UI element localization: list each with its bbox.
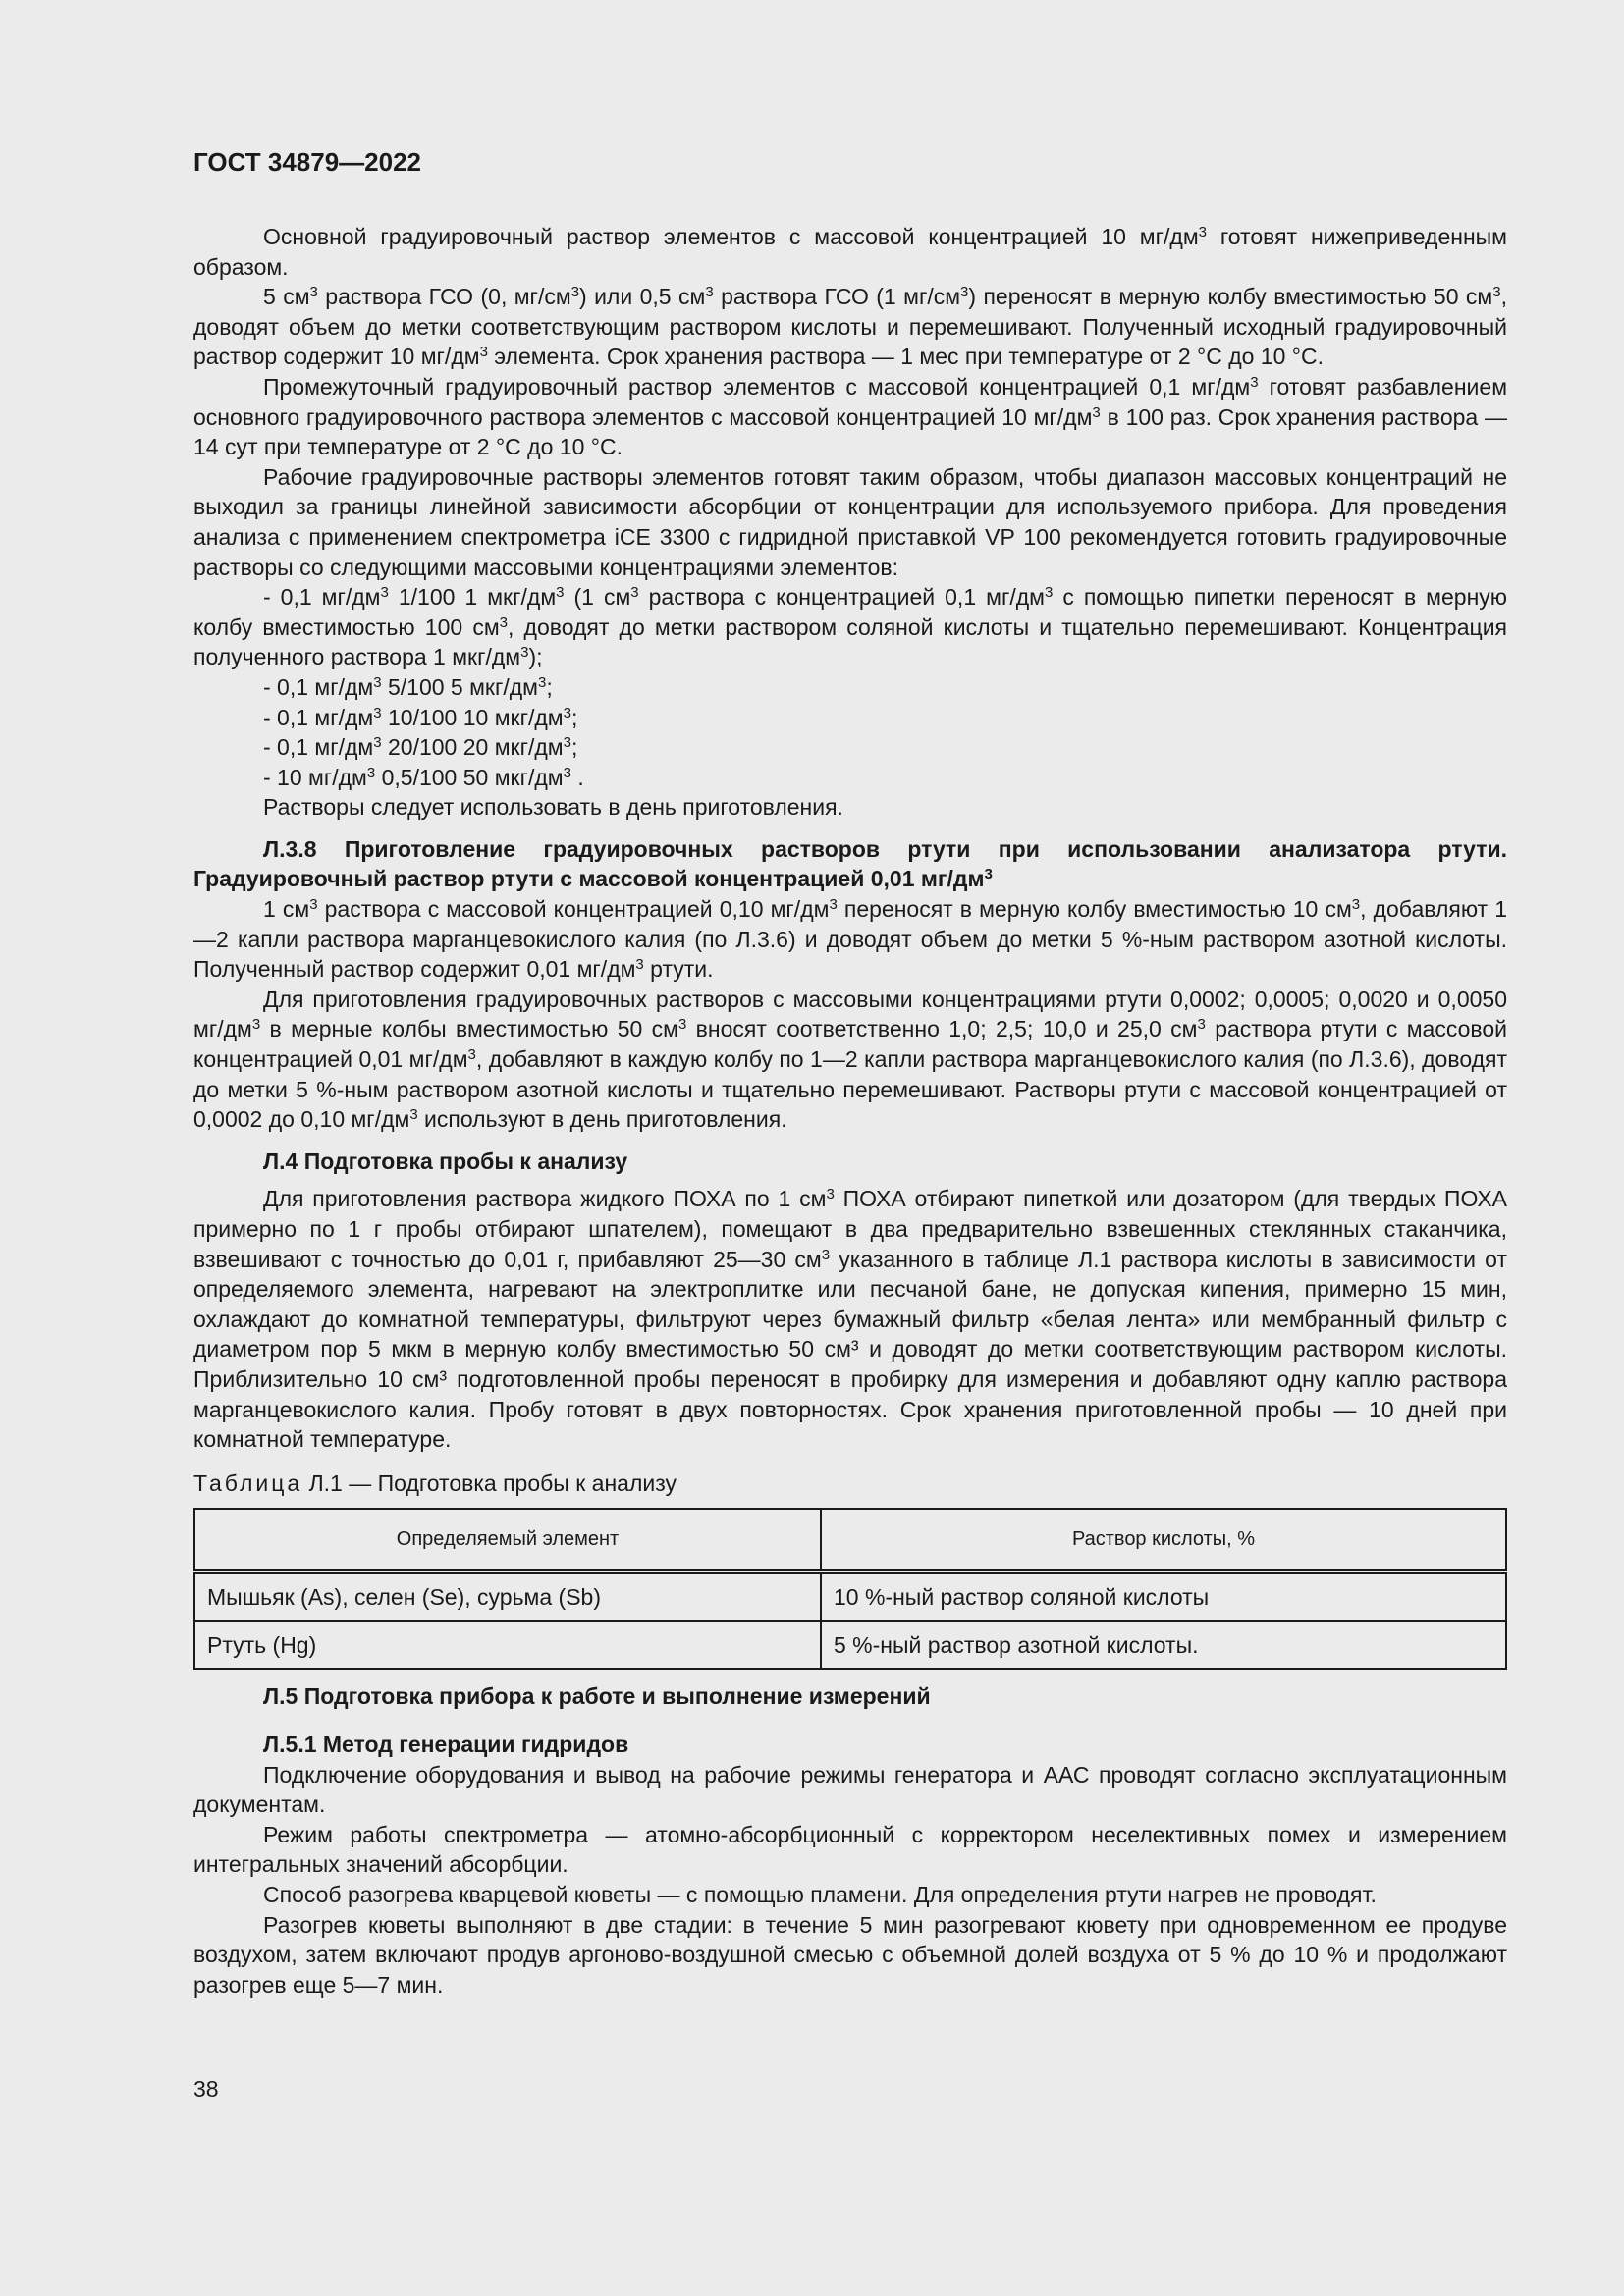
list-item: - 0,1 $мг/дм^3$ 1/100 1 мкг/$дм^3$ (1 $см^3$ раствора с концентрацией 0,1 $мг/дм^3$ с помощью пипетки переносят в мерную колбу вместимостью 100 $см^3$, доводят до метки раствором соляной кислоты и тщательно перемешивают. Концентрация полученного раствора 1 мкг/$дм^3$); — [193, 584, 1508, 670]
paragraph: Разогрев кюветы выполняют в две стадии: в течение 5 мин разогревают кювету при одновременном ее продуве воздухом, затем включают продув аргоново-воздушной смесью с объемной долей воздуха от 5 % до 10 % и продолжают разогрев еще 5—7 мин. — [193, 1911, 1507, 1998]
list-item: - 10 $мг/дм^3$ 0,5/100 50 мкг/$дм^3$ . — [263, 764, 584, 790]
page-number: 38 — [193, 2076, 219, 2102]
column-header: Определяемый элемент — [194, 1509, 821, 1572]
list-item: - 0,1 $мг/дм^3$ 10/100 10 мкг/$дм^3$; — [263, 704, 578, 730]
paragraph: Для приготовления градуировочных растворов с массовыми концентрациями ртути 0,0002; 0,0005; 0,0020 и 0,0050 $мг/дм^3$ в мерные колбы вместимостью 50 $см^3$ вносят соответственно 1,0; 2,5; 10,0 и 25,0 $см^3$ раствора ртути с массовой концентрацией 0,01 $мг/дм^3$, добавляют в каждую колбу по 1—2 капли раствора марганцевокислого калия (по Л.3.6), доводят до метки 5 %-ным раствором азотной кислоты и тщательно перемешивают. Растворы ртути с массовой концентрацией от 0,0002 до 0,10 $мг/дм^3$ используют в день приготовления. — [193, 986, 1508, 1133]
table-cell: Ртуть (Hg) — [194, 1621, 821, 1669]
table-cell: 10 %-ный раствор соляной кислоты — [821, 1572, 1506, 1622]
paragraph: Для приготовления раствора жидкого ПОХА по 1 $см^3$ ПОХА отбирают пипеткой или дозатором (для твердых ПОХА примерно по 1 г пробы отбирают шпателем), помещают в два предварительно взвешенных стеклянных стаканчика, взвешивают с точностью до 0,01 г, прибавляют 25—30 $см^3$ указанного в таблице Л.1 раствора кислоты в зависимости от определяемого элемента, нагревают на электроплитке или песчаной бане, не допуская кипения, примерно 15 мин, охлаждают до комнатной температуры, фильтруют через бумажный фильтр «белая лента» или мембранный фильтр с диаметром пор 5 мкм в мерную колбу вместимостью 50 см³ и доводят до метки соответствующим раствором кислоты. Приблизительно 10 см³ подготовленной пробы переносят в пробирку для измерения и добавляют одну каплю раствора марганцевокислого калия. Пробу готовят в двух повторностях. Срок хранения приготовленной пробы — 10 дней при комнатной температуре. — [193, 1186, 1508, 1453]
table-row — [194, 1621, 1506, 1669]
paragraph: Подключение оборудования и вывод на рабочие режимы генератора и ААС проводят согласно эксплуатационным документам. — [193, 1761, 1507, 1818]
subsection-heading-l51: Л.5.1 Метод генерации гидридов — [263, 1731, 629, 1757]
table-row — [194, 1572, 1506, 1622]
document-code: ГОСТ 34879—2022 — [193, 147, 421, 177]
table-header-row — [194, 1509, 1506, 1572]
page-content — [193, 222, 1507, 2000]
paragraph: Рабочие градуировочные растворы элементов готовят таким образом, чтобы диапазон массовых концентраций не выходил за границы линейной зависимости абсорбции от концентрации для используемого прибора. Для проведения анализа с применением спектрометра iCE 3300 с гидридной приставкой VP 100 рекомендуется готовить градуировочные растворы со следующими массовыми концентрациями элементов: — [193, 463, 1507, 580]
paragraph: Растворы следует использовать в день приготовления. — [263, 794, 843, 821]
table-cell: 5 %-ный раствор азотной кислоты. — [821, 1621, 1506, 1669]
section-heading-l5: Л.5 Подготовка прибора к работе и выполнение измерений — [263, 1683, 931, 1710]
paragraph: Режим работы спектрометра — атомно-абсорбционный с корректором неселективных помех и измерением интегральных значений абсорбции. — [193, 1821, 1507, 1878]
table-caption: Таблица Л.1 — Подготовка пробы к анализу — [193, 1469, 677, 1496]
list-item: - 0,1 $мг/дм^3$ 5/100 5 мкг/$дм^3$; — [263, 673, 553, 700]
paragraph: 5 $см^3$ раствора ГСО (0, $мг/см^3$) или 0,5 $см^3$ раствора ГСО (1 $мг/см^3$) переносят в мерную колбу вместимостью 50 $см^3$, доводят объем до метки соответствующим раствором кислоты и перемешивают. Полученный исходный градуировочный раствор содержит 10 $мг/дм^3$ элемента. Срок хранения раствора — 1 мес при температуре от 2 °С до 10 °С. — [193, 284, 1507, 370]
section-heading-l4: Л.4 Подготовка пробы к анализу — [263, 1148, 628, 1174]
paragraph: Промежуточный градуировочный раствор элементов с массовой концентрацией 0,1 $мг/дм^3$ готовят разбавлением основного градуировочного раствора элементов с массовой концентрацией 10 $мг/дм^3$ в 100 раз. Срок хранения раствора — 14 сут при температуре от 2 °С до 10 °С. — [193, 373, 1508, 460]
paragraph: 1 $см^3$ раствора с массовой концентрацией 0,10 $мг/дм^3$ переносят в мерную колбу вместимостью 10 $см^3$, добавляют 1—2 капли раствора марганцевокислого калия (по Л.3.6) и доводят объем до метки 5 %-ным раствором азотной кислоты. Полученный раствор содержит 0,01 $мг/дм^3$ ртути. — [193, 896, 1507, 983]
table-l1 — [193, 1508, 1507, 1670]
section-heading-l38: Л.3.8 Приготовление градуировочных растворов ртути при использовании анализатора ртути. Градуировочный раствор ртути с массовой концентрацией 0,01 $мг/дм^3$ — [193, 835, 1507, 892]
table-cell: Мышьяк (As), селен (Se), сурьма (Sb) — [194, 1572, 821, 1622]
list-item: - 0,1 $мг/дм^3$ 20/100 20 мкг/$дм^3$; — [263, 734, 578, 761]
paragraph: Способ разогрева кварцевой кюветы — с помощью пламени. Для определения ртути нагрев не проводят. — [263, 1881, 1377, 1907]
column-header: Раствор кислоты, % — [821, 1509, 1506, 1572]
paragraph: Основной градуировочный раствор элементов с массовой концентрацией 10 $мг/дм^3$ готовят нижеприведенным образом. — [193, 224, 1507, 280]
